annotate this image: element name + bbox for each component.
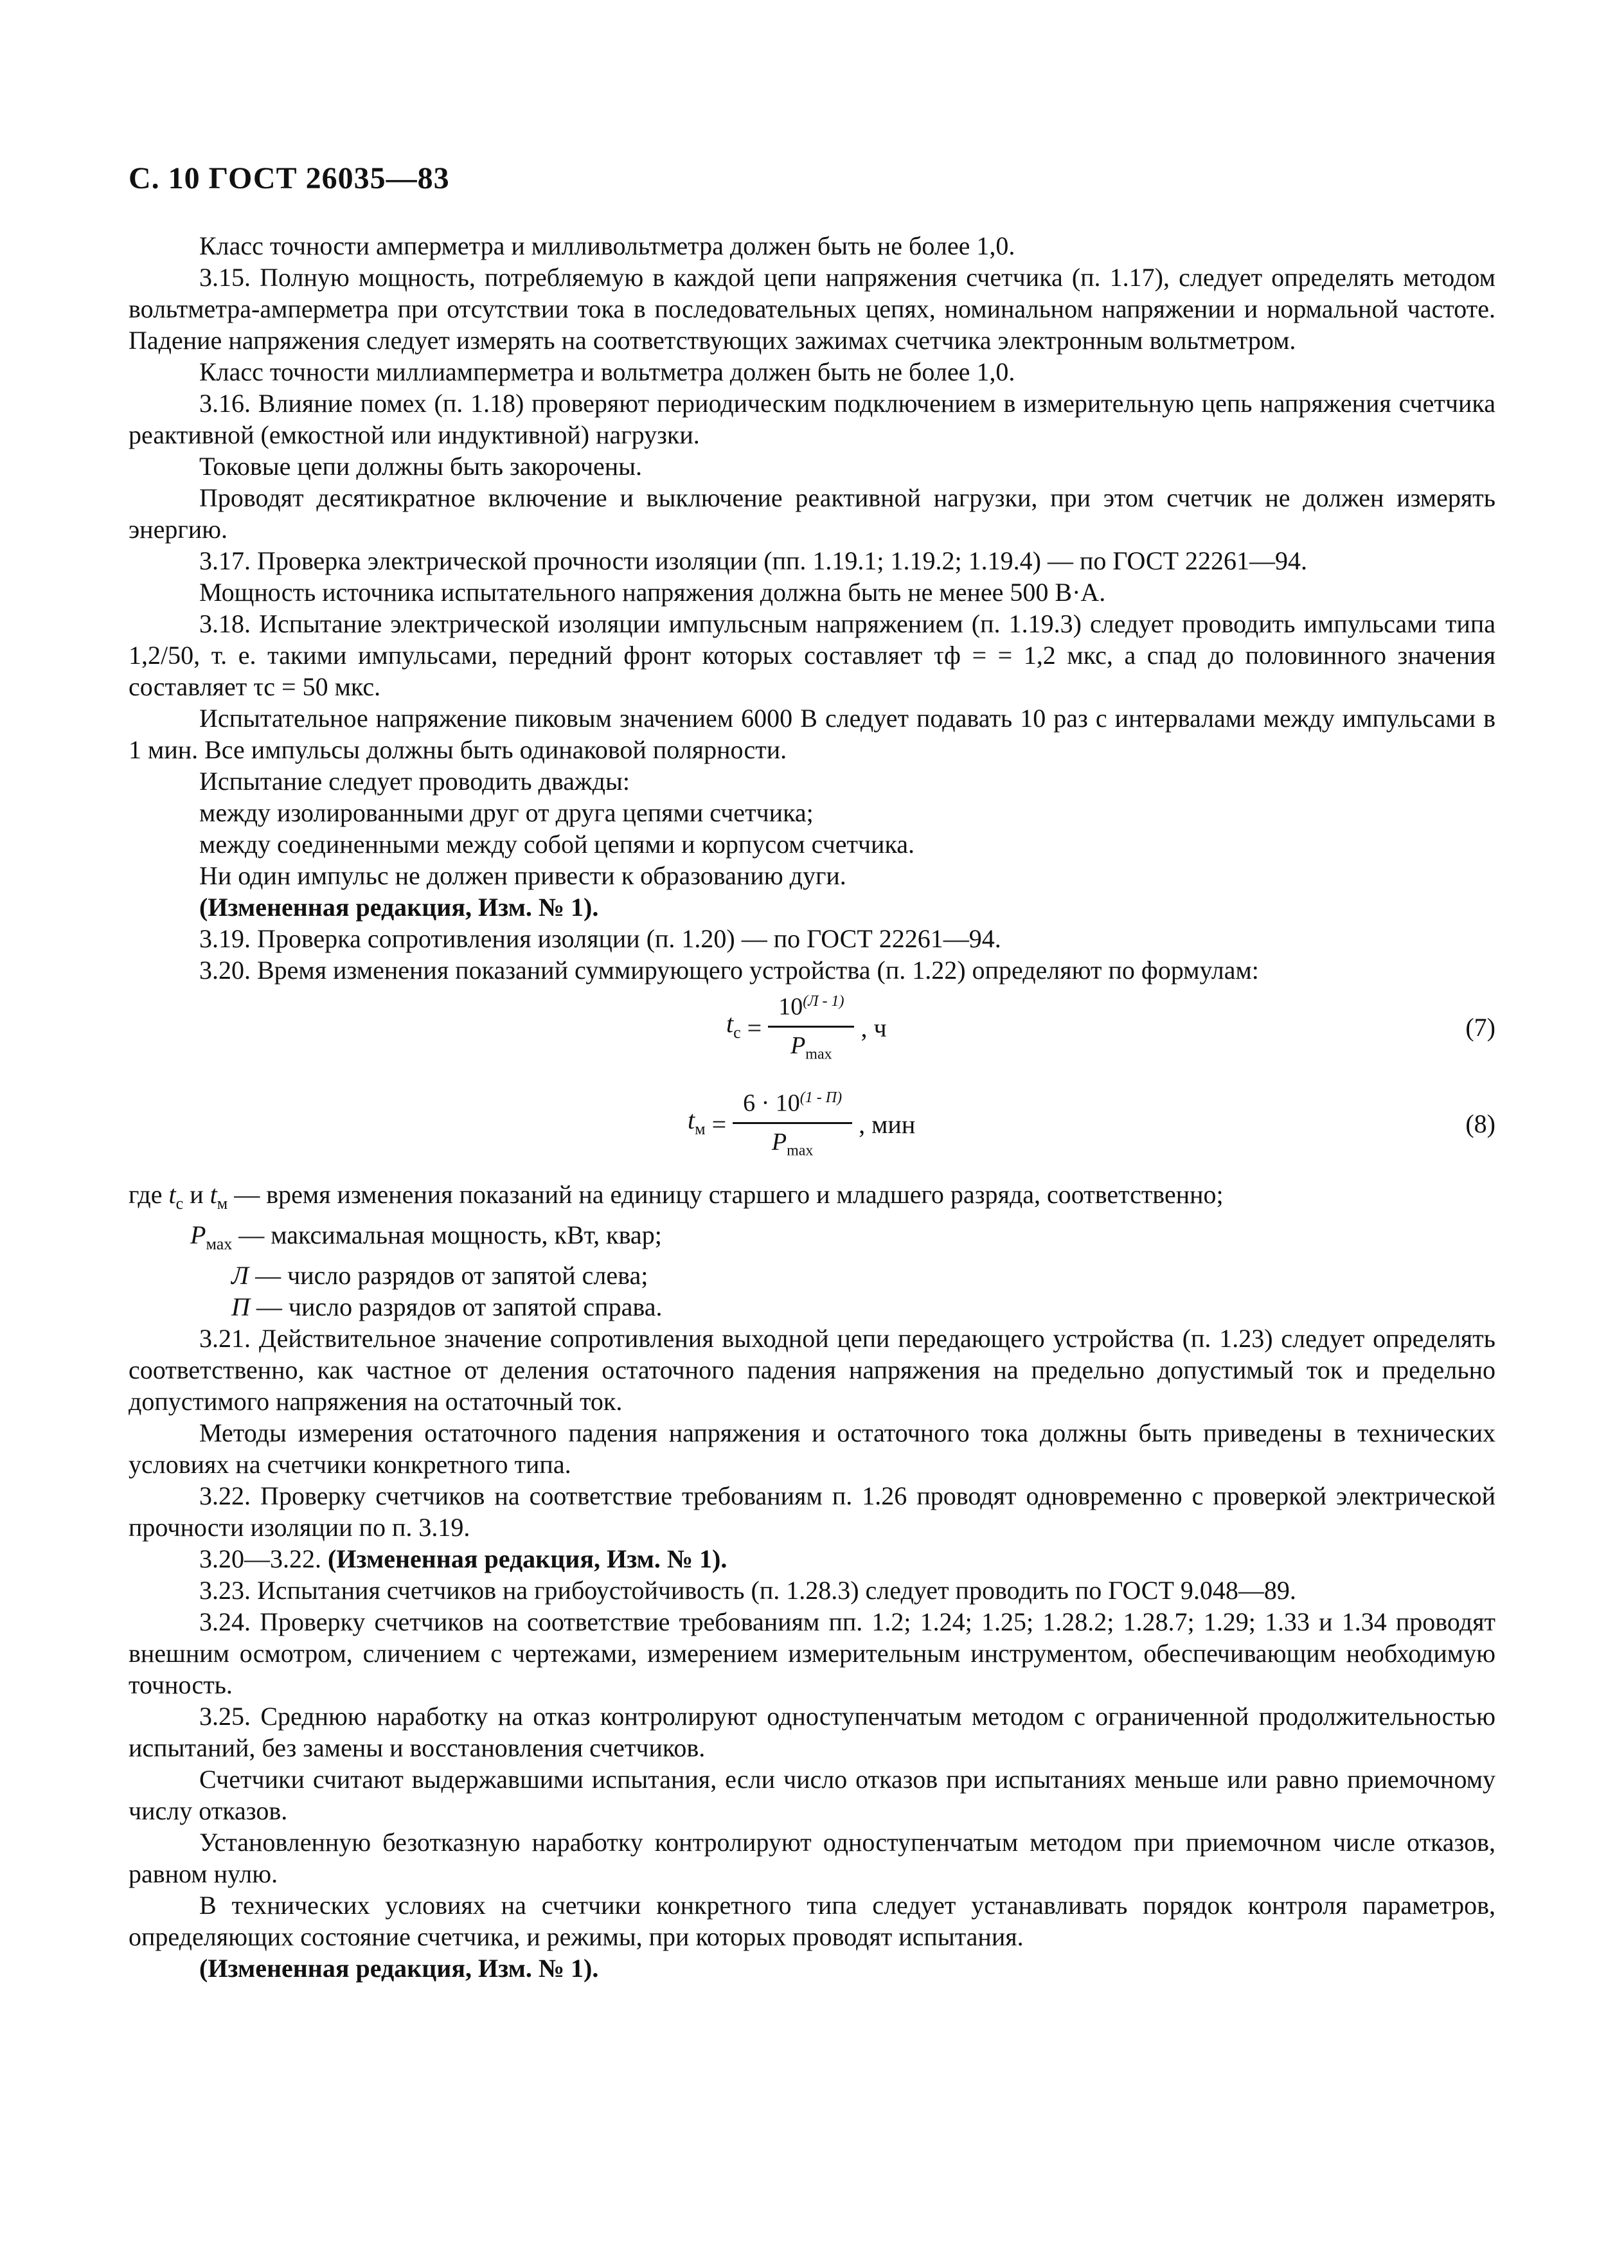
- amendment-note: (Измененная редакция, Изм. № 1).: [199, 893, 599, 922]
- paragraph: Счетчики считают выдержавшими испытания, если число отказов при испытаниях меньше или равно приемочному числу отказов.: [129, 1765, 1495, 1825]
- document-body: [129, 230, 1495, 1984]
- paragraph-3-24: 3.24. Проверку счетчиков на соответствие требованиям пп. 1.2; 1.24; 1.25; 1.28.2; 1.28.7; 1.29; 1.33 и 1.34 проводят внешним осмотром, сличением с чертежами, измерением измерительным инструментом, обеспечивающим необходимую точность.: [129, 1607, 1495, 1699]
- paragraph-3-17: 3.17. Проверка электрической прочности изоляции (пп. 1.19.1; 1.19.2; 1.19.4) — по ГОСТ 22261—94.: [199, 546, 1308, 575]
- paragraph-3-21: 3.21. Действительное значение сопротивления выходной цепи передающего устройства (п. 1.23) следует определять соответственно, как частное от деления остаточного падения напряжения на предельно допустимый ток и предельно допустимого напряжения на остаточный ток.: [129, 1324, 1495, 1416]
- formula-7-lhs: $t_с$: [726, 1009, 741, 1042]
- definition-l: Л — число разрядов от запятой слева;: [231, 1261, 648, 1290]
- formula-7-unit: , ч: [861, 1013, 887, 1043]
- paragraph: Испытание следует проводить дважды:: [199, 767, 630, 796]
- paragraph-3-19: 3.19. Проверка сопротивления изоляции (п. 1.20) — по ГОСТ 22261—94.: [199, 924, 1001, 953]
- formula-8-unit: , мин: [859, 1110, 916, 1139]
- paragraph-3-16: 3.16. Влияние помех (п. 1.18) проверяют периодическим подключением в измерительную цепь напряжения счетчика реактивной (емкостной или индуктивной) нагрузки.: [129, 389, 1495, 449]
- paragraph-3-15: 3.15. Полную мощность, потребляемую в каждой цепи напряжения счетчика (п. 1.17), следует определять методом вольтметра-амперметра при отсутствии тока в последовательных цепях, номинальном напряжении и нормальной частоте. Падение напряжения следует измерять на соответствующих зажимах счетчика электронным вольтметром.: [129, 263, 1495, 355]
- paragraph: Класс точности амперметра и милливольтметра должен быть не более 1,0.: [199, 231, 1015, 260]
- paragraph: Класс точности миллиамперметра и вольтметра должен быть не более 1,0.: [199, 357, 1015, 386]
- variable-definitions: [129, 1179, 1495, 1323]
- formula-7-fraction: $\frac{10^{(Л - 1)}}{P_{max}}$: [768, 986, 854, 1070]
- paragraph: Ни один импульс не должен привести к образованию дуги.: [199, 861, 846, 890]
- formula-8-lhs: $t_м$: [688, 1105, 706, 1139]
- amendment-note-3-20-3-22: 3.20—3.22. (Измененная редакция, Изм. № 1).: [199, 1544, 727, 1573]
- list-item: между изолированными друг от друга цепями счетчика;: [199, 798, 814, 827]
- paragraph: Методы измерения остаточного падения напряжения и остаточного тока должны быть приведены в технических условиях на счетчики конкретного типа.: [129, 1418, 1495, 1479]
- paragraph-3-18: 3.18. Испытание электрической изоляции импульсным напряжением (п. 1.19.3) следует проводить импульсами типа 1,2/50, т. е. такими импульсами, передний фронт которых составляет τф = = 1,2 мкс, а спад до половинного значения составляет τс = 50 мкс.: [129, 609, 1495, 701]
- definition-t: где $t_с$ и $t_м$ — время изменения показаний на единицу старшего и младшего разряда, соответственно;: [129, 1180, 1224, 1213]
- list-item: между соединенными между собой цепями и корпусом счетчика.: [199, 830, 915, 859]
- formula-8: $t_м$ = $\frac{6 \cdot 10^{(1 - П)}}{P_{max}}$ , мин (8): [129, 1082, 1495, 1179]
- paragraph: Токовые цепи должны быть закорочены.: [199, 452, 643, 481]
- paragraph: Проводят десятикратное включение и выключение реактивной нагрузки, при этом счетчик не должен измерять энергию.: [129, 483, 1495, 544]
- definition-p: $P_{мах}$ — максимальная мощность, кВт, квар;: [190, 1220, 662, 1253]
- equation-number-8: (8): [1465, 1109, 1495, 1138]
- page-header: С. 10 ГОСТ 26035—83: [129, 161, 450, 195]
- paragraph-3-23: 3.23. Испытания счетчиков на грибоустойчивость (п. 1.28.3) следует проводить по ГОСТ 9.048—89.: [199, 1576, 1296, 1605]
- formula-7: $t_с$ = $\frac{10^{(Л - 1)}}{P_{max}}$ , ч (7): [129, 986, 1495, 1082]
- paragraph-3-20: 3.20. Время изменения показаний суммирующего устройства (п. 1.22) определяют по формулам:: [199, 956, 1259, 985]
- definition-n: П — число разрядов от запятой справа.: [231, 1292, 663, 1321]
- paragraph: Испытательное напряжение пиковым значением 6000 В следует подавать 10 раз с интервалами между импульсами в 1 мин. Все импульсы должны быть одинаковой полярности.: [129, 704, 1495, 764]
- paragraph-3-22: 3.22. Проверку счетчиков на соответствие требованиям п. 1.26 проводят одновременно с проверкой электрической прочности изоляции по п. 3.19.: [129, 1481, 1495, 1542]
- amendment-note: (Измененная редакция, Изм. № 1).: [199, 1954, 599, 1983]
- paragraph: В технических условиях на счетчики конкретного типа следует устанавливать порядок контроля параметров, определяющих состояние счетчика, и режимы, при которых проводят испытания.: [129, 1891, 1495, 1951]
- paragraph: Мощность источника испытательного напряжения должна быть не менее 500 В·А.: [199, 578, 1106, 607]
- paragraph-3-25: 3.25. Среднюю наработку на отказ контролируют одноступенчатым методом с ограниченной продолжительностью испытаний, без замены и восстановления счетчиков.: [129, 1702, 1495, 1762]
- equation-number-7: (7): [1465, 1013, 1495, 1042]
- paragraph: Установленную безотказную наработку контролируют одноступенчатым методом при приемочном числе отказов, равном нулю.: [129, 1828, 1495, 1888]
- formula-8-fraction: $\frac{6 \cdot 10^{(1 - П)}}{P_{max}}$: [733, 1082, 852, 1166]
